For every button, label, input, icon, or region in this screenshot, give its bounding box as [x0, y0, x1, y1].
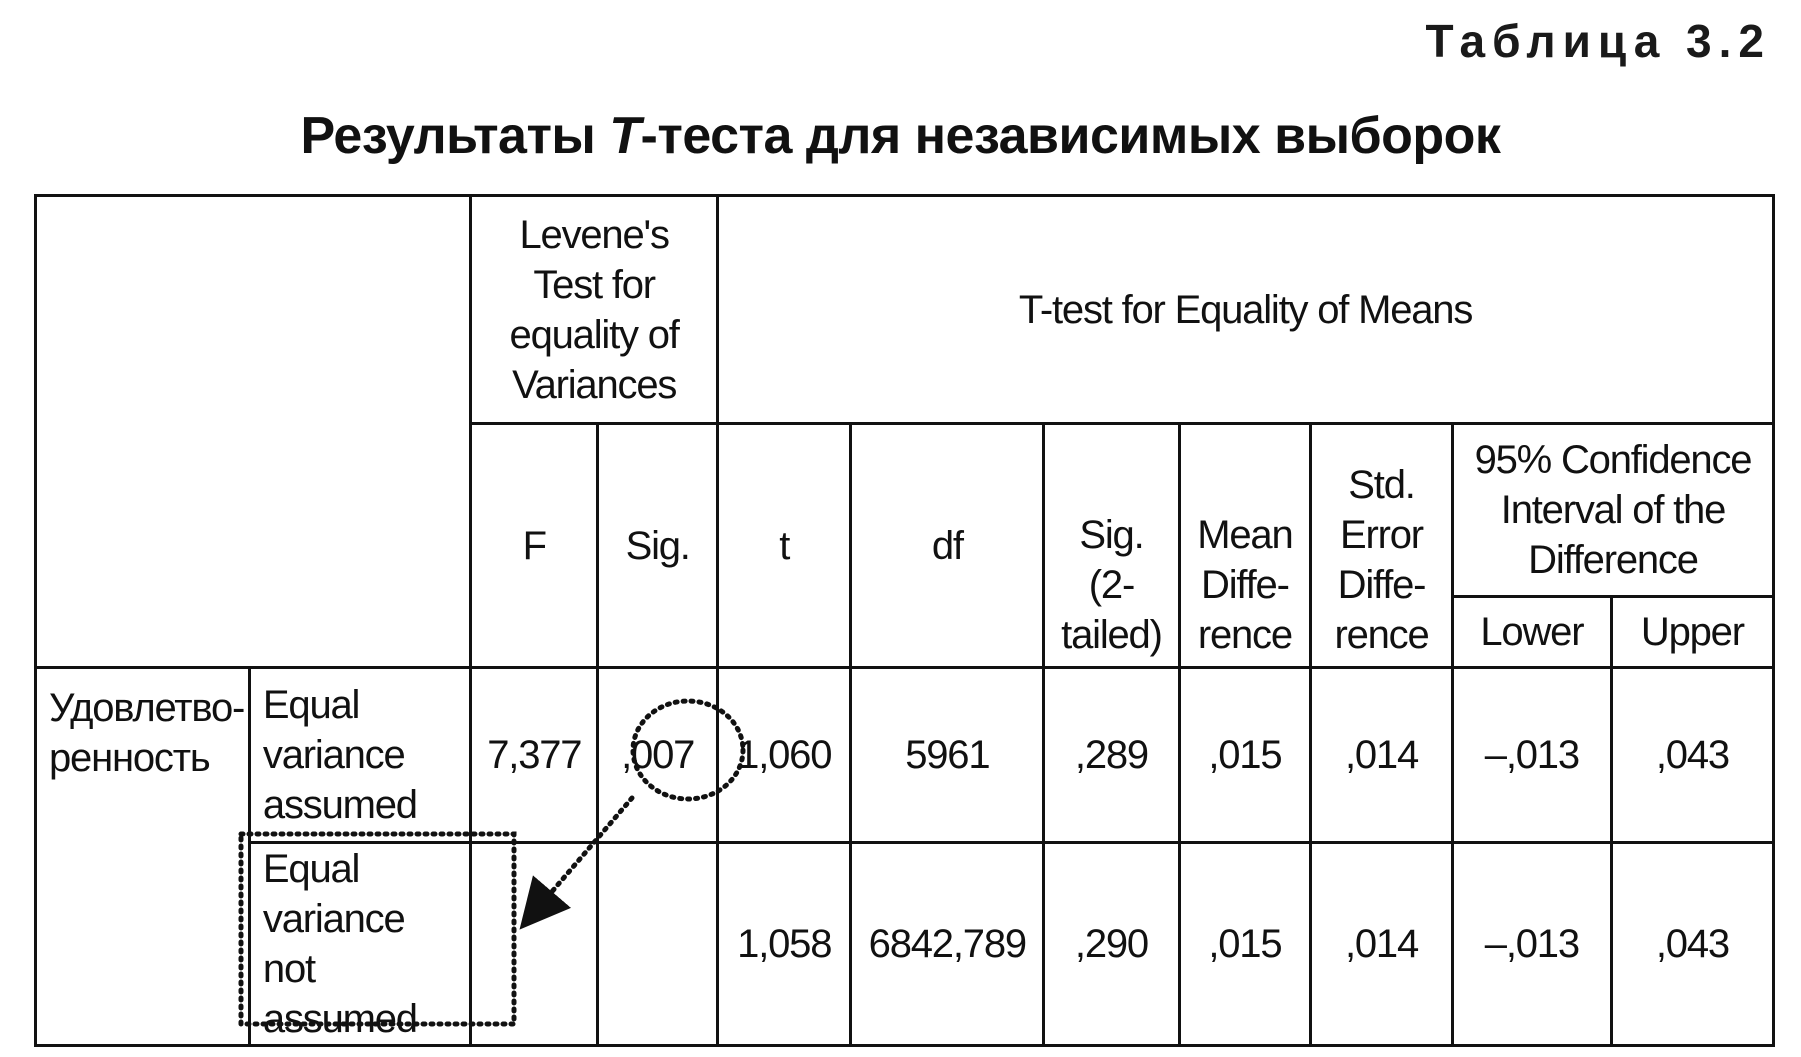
header-row-groups: [36, 196, 1774, 424]
variable-name-cell: Удовлетво-ренность: [36, 668, 250, 1046]
col-header-sig: Sig.: [598, 424, 718, 668]
cell-upper: ,043: [1611, 843, 1773, 1046]
table-row: [36, 843, 1774, 1046]
cell-upper: ,043: [1611, 668, 1773, 843]
col-header-lower: Lower: [1452, 597, 1611, 668]
cell-lower: –,013: [1452, 843, 1611, 1046]
cell-sig-2-tailed: ,289: [1044, 668, 1180, 843]
col-header-upper: Upper: [1611, 597, 1773, 668]
cell-f: 7,377: [471, 668, 598, 843]
title-italic-t: T: [609, 107, 641, 165]
cell-sig: ,007: [598, 668, 718, 843]
col-header-mean-difference: Mean Diffe-rence: [1179, 424, 1310, 668]
col-header-confidence-interval: 95% Confidence Interval of the Difference: [1452, 424, 1773, 597]
cell-mean-difference: ,015: [1179, 668, 1310, 843]
col-header-sig-2-tailed: Sig. (2-tailed): [1044, 424, 1180, 668]
cell-sig-2-tailed: ,290: [1044, 843, 1180, 1046]
col-header-t: t: [718, 424, 851, 668]
corner-empty-cell: [36, 196, 471, 668]
cell-mean-difference: ,015: [1179, 843, 1310, 1046]
col-header-df: df: [851, 424, 1044, 668]
ttest-group-header: T-test for Equality of Means: [718, 196, 1774, 424]
cell-sig: [598, 843, 718, 1046]
cell-f: [471, 843, 598, 1046]
condition-cell: Equal variance assumed: [249, 668, 470, 843]
cell-std-error-difference: ,014: [1311, 668, 1453, 843]
col-header-f: F: [471, 424, 598, 668]
levene-group-header: Levene's Test for equality of Variances: [471, 196, 718, 424]
cell-t: 1,060: [718, 668, 851, 843]
col-header-std-error-difference: Std. Error Diffe-rence: [1311, 424, 1453, 668]
ttest-results-table: [34, 194, 1775, 1047]
condition-cell: Equal variance not assumed: [249, 843, 470, 1046]
cell-df: 6842,789: [851, 843, 1044, 1046]
title-suffix: -теста для независимых выборок: [640, 107, 1501, 165]
table-number-label: Таблица 3.2: [1425, 15, 1771, 67]
cell-df: 5961: [851, 668, 1044, 843]
table-row: [36, 668, 1774, 843]
cell-std-error-difference: ,014: [1311, 843, 1453, 1046]
cell-lower: –,013: [1452, 668, 1611, 843]
cell-t: 1,058: [718, 843, 851, 1046]
table-title: [0, 106, 1801, 166]
title-prefix: Результаты: [300, 107, 610, 165]
